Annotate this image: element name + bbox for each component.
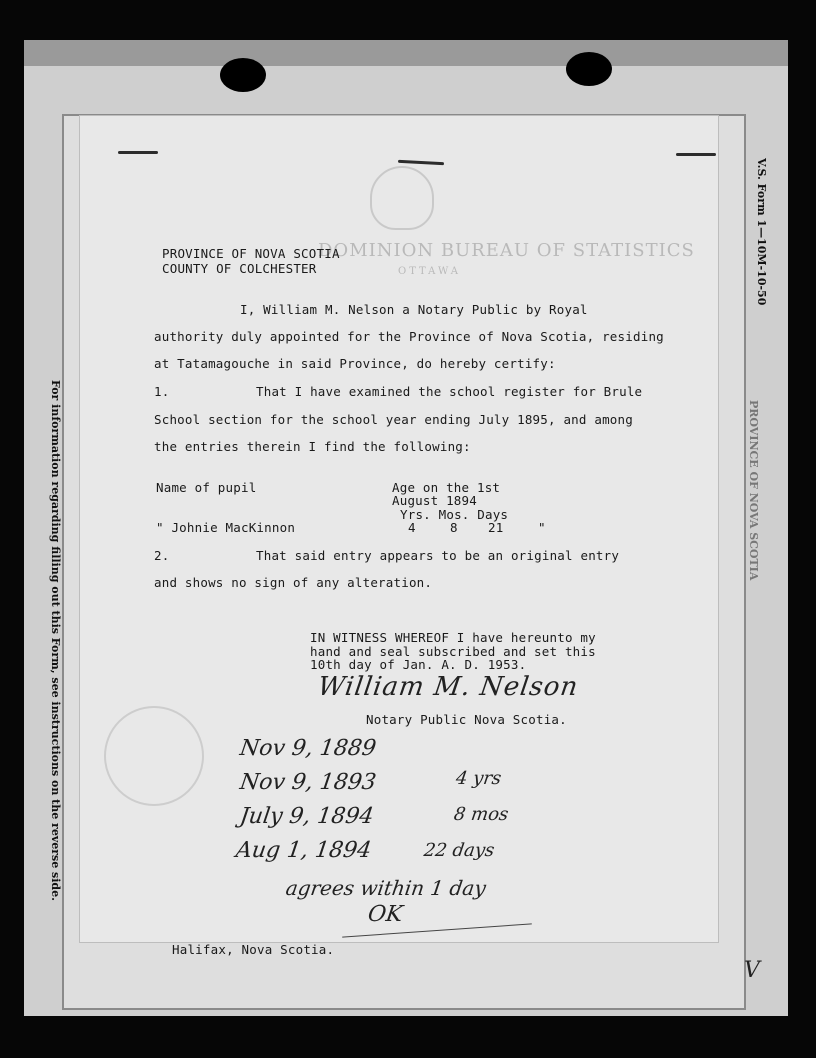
paragraph1-line3: at Tatamagouche in said Province, do hereby certify: [154,356,556,371]
witness-line2: hand and seal subscribed and set this [310,644,596,659]
handwritten-days: 22 days [422,840,496,861]
item1-line1: That I have examined the school register for Brule [256,384,643,399]
handwritten-date-2: Nov 9, 1893 [238,770,378,795]
handwritten-date-birth: Nov 9, 1889 [238,736,378,761]
letterhead-bureau: DOMINION BUREAU OF STATISTICS [318,240,695,261]
staple-left [118,151,158,154]
age-days: 21 [488,520,504,535]
handwritten-years: 4 yrs [454,768,503,789]
county-heading: COUNTY OF COLCHESTER [162,261,317,276]
item1-line2: School section for the school year ending July 1895, and among [154,412,633,427]
form-number: V.S. Form 1—10M-10-50 [755,158,768,306]
signer-title: Notary Public Nova Scotia. [366,712,567,727]
letterhead-city: OTTAWA [398,266,461,277]
handwritten-agrees: agrees within 1 day [284,876,488,900]
form-header-bleed: PROVINCE OF NOVA SCOTIA [747,400,760,581]
item1-number: 1. [154,384,170,399]
witness-line1: IN WITNESS WHEREOF I have hereunto my [310,630,596,645]
handwritten-date-4: Aug 1, 1894 [234,838,373,863]
punch-hole-left [220,58,266,92]
age-months: 8 [450,520,458,535]
top-edge-shadow [24,40,788,66]
handwritten-date-3: July 9, 1894 [238,804,376,829]
crest-ghost [370,166,434,230]
paragraph1-line2: authority duly appointed for the Province of Nova Scotia, residing [154,329,664,344]
paragraph1-line1: I, William M. Nelson a Notary Public by Royal [240,302,588,317]
place-of-signing: Halifax, Nova Scotia. [172,942,335,957]
column-age-line1: Age on the 1st [392,480,501,495]
item2-number: 2. [154,548,170,563]
column-age-line2: August 1894 [392,493,477,508]
instructions-side-note: For information regarding filling out this Form, see instructions on the reverse side. [49,380,62,901]
handwritten-months: 8 mos [452,804,510,825]
province-heading: PROVINCE OF NOVA SCOTIA [162,246,340,261]
margin-check-mark: V [744,958,760,983]
item1-line3: the entries therein I find the following: [154,439,471,454]
column-name-of-pupil: Name of pupil [156,480,257,495]
notary-seal-ghost [104,706,204,806]
punch-hole-right [566,52,612,86]
column-age-line3: Yrs. Mos. Days [400,507,509,522]
closing-quote: " [538,520,546,535]
pupil-name: " Johnie MacKinnon [156,520,296,535]
witness-line3: 10th day of Jan. A. D. 1953. [310,657,527,672]
staple-middle [398,160,444,165]
handwritten-ok: OK [366,902,405,927]
staple-right [676,153,716,156]
item2-line2: and shows no sign of any alteration. [154,575,433,590]
certificate-sheet [80,116,718,942]
item2-line1: That said entry appears to be an original entry [256,548,620,563]
age-years: 4 [408,520,416,535]
notary-signature: William M. Nelson [315,672,581,702]
